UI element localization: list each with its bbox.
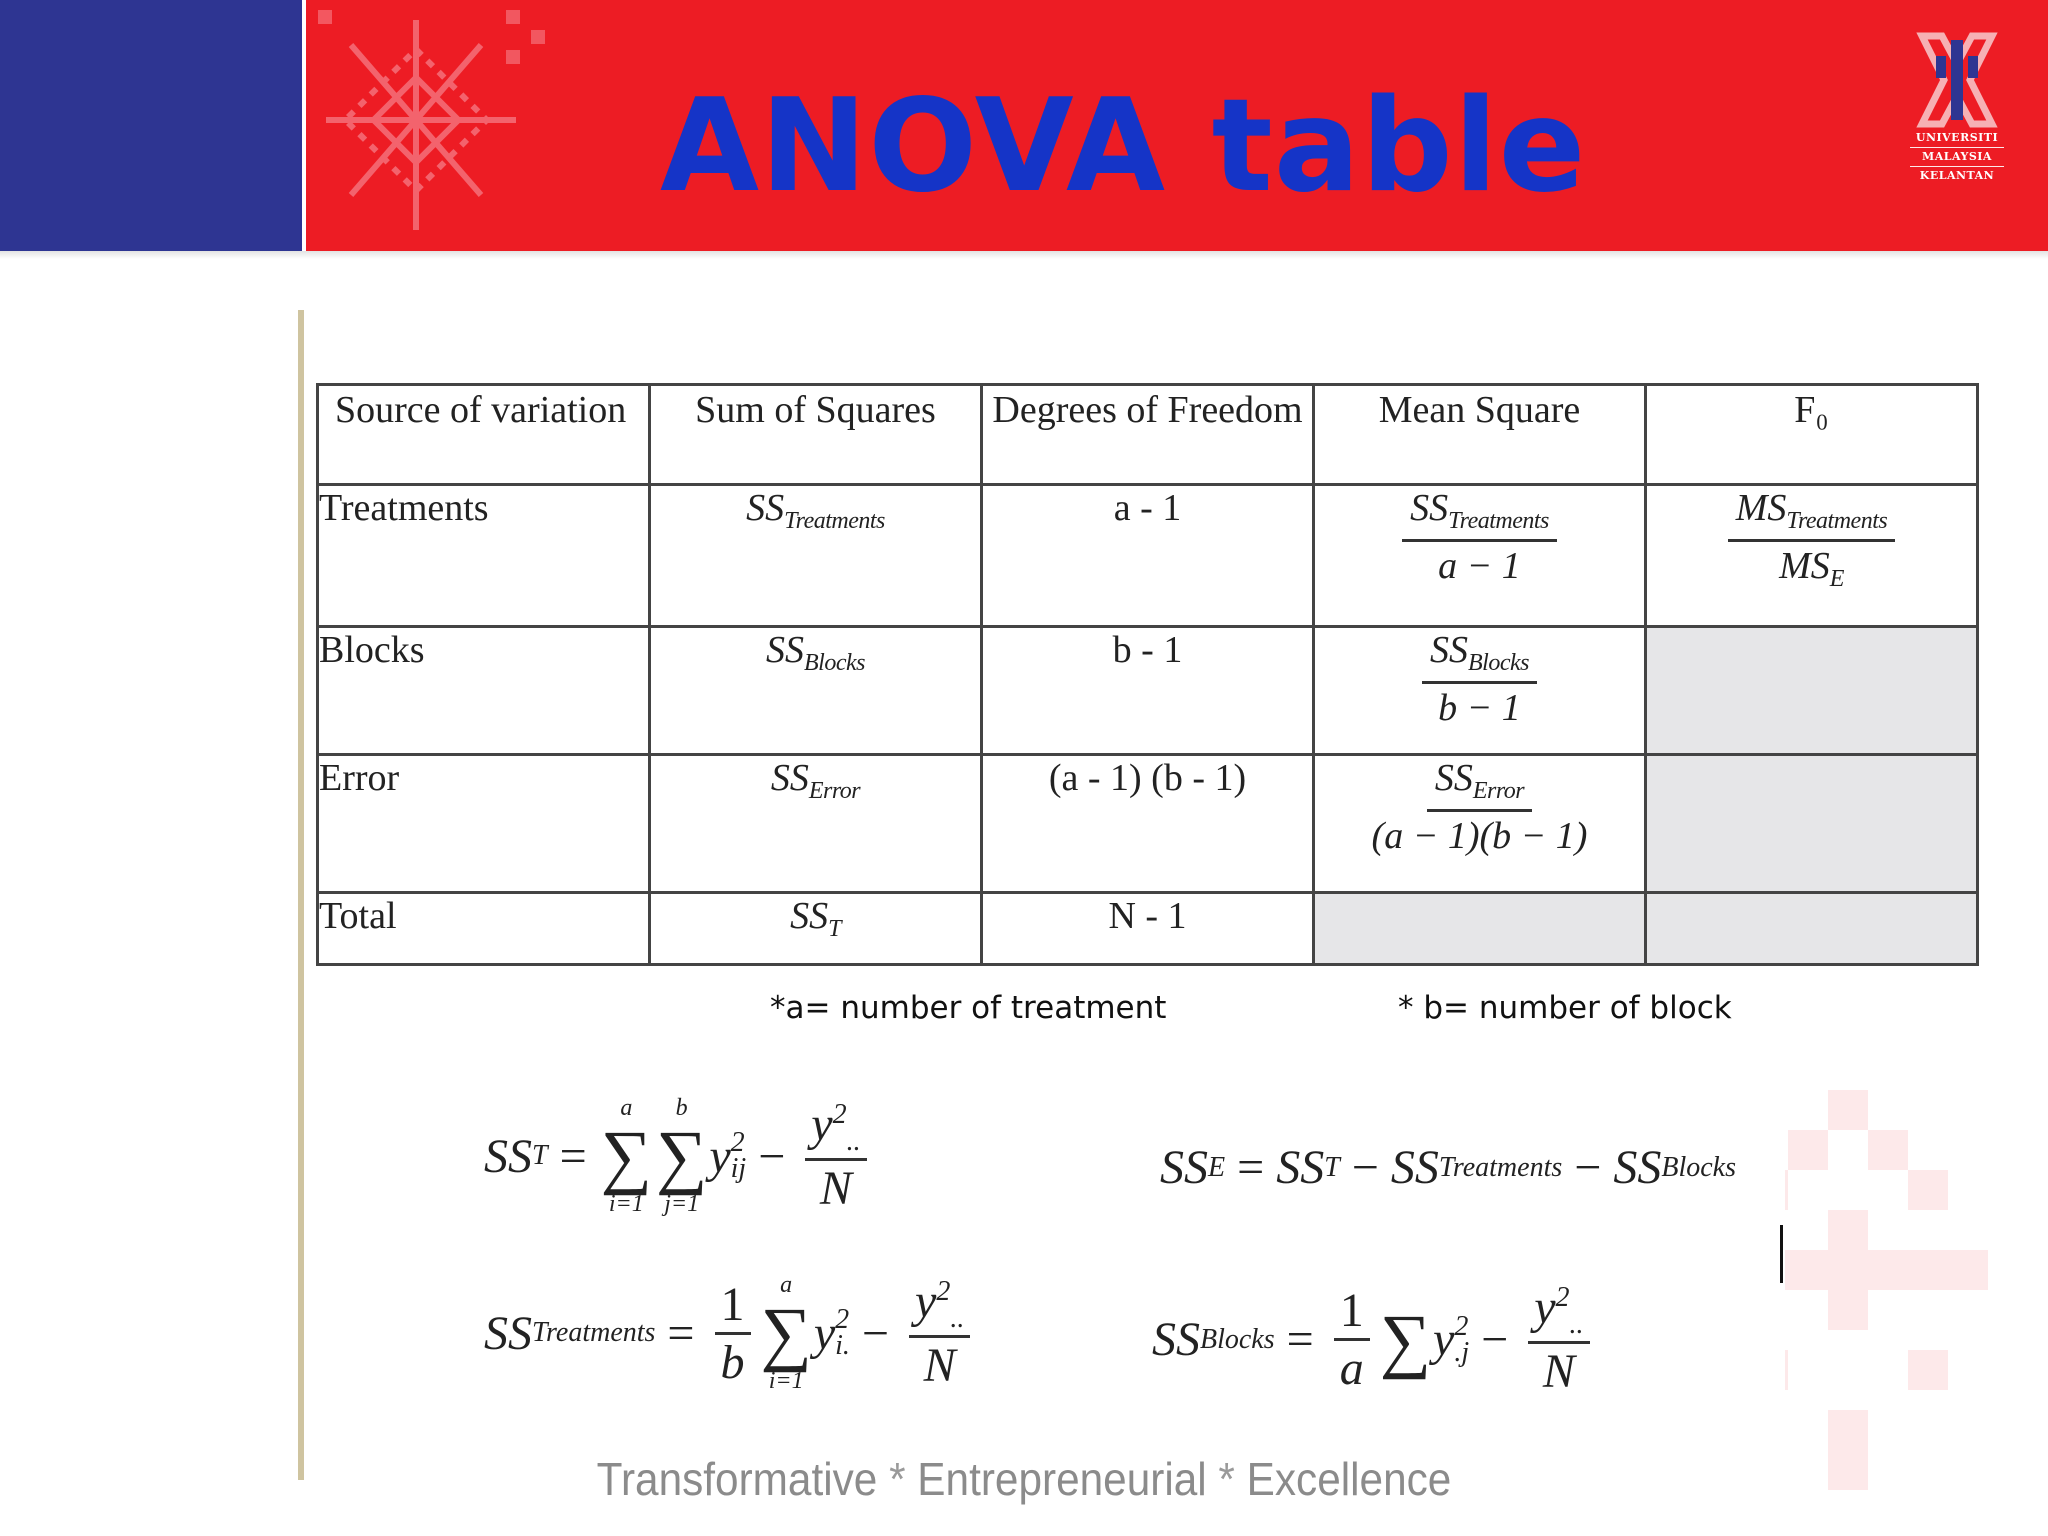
- row-ms-empty: [1314, 893, 1646, 965]
- row-ss: $SS_{Treatments}$: [650, 485, 982, 627]
- logo-line-2: MALAYSIA: [1922, 150, 1992, 163]
- logo-line-1: UNIVERSITI: [1915, 131, 1999, 144]
- row-f0-empty: [1646, 893, 1978, 965]
- row-ss: $SS_{Blocks}$: [650, 627, 982, 755]
- header-blue-block: [0, 0, 302, 251]
- footer-word-3: Excellence: [1246, 1453, 1452, 1505]
- table-row-total: [318, 893, 1978, 965]
- formula-ss-treatments: SS Treatments = $\frac{1}{b}$ a ∑ i=1 y 2 i. − $\frac{y^2_{..}}{N}$: [484, 1272, 978, 1394]
- row-df: (a - 1) (b - 1): [982, 755, 1314, 893]
- left-accent-line: [298, 310, 304, 1480]
- row-f0: $\frac{MS_{Treatments}}{MS_E}$: [1646, 485, 1978, 627]
- row-df: b - 1: [982, 627, 1314, 755]
- row-ss: $SS_{Error}$: [650, 755, 982, 893]
- header-sum-of-squares: Sum of Squares: [650, 385, 982, 485]
- formula-sst: SS T = a ∑ i=1 b ∑ j=1 y 2 ij − $\frac{y^2_{..}}{N}$: [484, 1095, 875, 1217]
- row-ms: $\frac{SS_{Blocks}}{b - 1}$: [1314, 627, 1646, 755]
- umk-emblem-icon: [1914, 30, 2000, 130]
- header-source: Source of variation: [318, 385, 650, 485]
- row-source: Blocks: [318, 627, 650, 755]
- university-logo: [1906, 30, 2008, 184]
- row-source: Treatments: [318, 485, 650, 627]
- note-a-definition: *a= number of treatment: [770, 990, 1167, 1026]
- table-row-treatments: [318, 485, 1978, 627]
- row-source: Total: [318, 893, 650, 965]
- header-f0: F₀: [1646, 385, 1978, 485]
- footer-separator: *: [889, 1453, 906, 1505]
- text-cursor-mark: [1780, 1225, 1783, 1283]
- table-header-row: [318, 385, 1978, 485]
- table-row-blocks: [318, 627, 1978, 755]
- row-f0-empty: [1646, 627, 1978, 755]
- row-ms: $\frac{SS_{Treatments}}{a - 1}$: [1314, 485, 1646, 627]
- row-ss: $SS_T$: [650, 893, 982, 965]
- row-ms: $\frac{SS_{Error}}{(a - 1)(b - 1)}$: [1314, 755, 1646, 893]
- logo-line-3: KELANTAN: [1919, 169, 1995, 182]
- table-row-error: [318, 755, 1978, 893]
- row-df: a - 1: [982, 485, 1314, 627]
- slide-title: ANOVA table: [660, 72, 1587, 221]
- row-source: Error: [318, 755, 650, 893]
- row-f0-empty: [1646, 755, 1978, 893]
- footer-tagline: [82, 1452, 1966, 1506]
- row-df: N - 1: [982, 893, 1314, 965]
- formula-sse: SS E = SS T − SS Treatments − SS Blocks: [1160, 1141, 1736, 1194]
- header-degrees-of-freedom: Degrees of Freedom: [982, 385, 1314, 485]
- header-ornament-icon: [306, 0, 566, 251]
- footer-separator: *: [1218, 1453, 1235, 1505]
- header-mean-square: Mean Square: [1314, 385, 1646, 485]
- anova-table: [316, 383, 1979, 966]
- footer-word-2: Entrepreneurial: [917, 1453, 1207, 1505]
- note-b-definition: * b= number of block: [1398, 990, 1732, 1026]
- footer-word-1: Transformative: [596, 1453, 878, 1505]
- formula-ss-blocks: SS Blocks = $\frac{1}{a}$ ∑ y 2 .j − $\frac{y^2_{..}}{N}$: [1152, 1280, 1598, 1399]
- header-shadow: [0, 251, 2048, 259]
